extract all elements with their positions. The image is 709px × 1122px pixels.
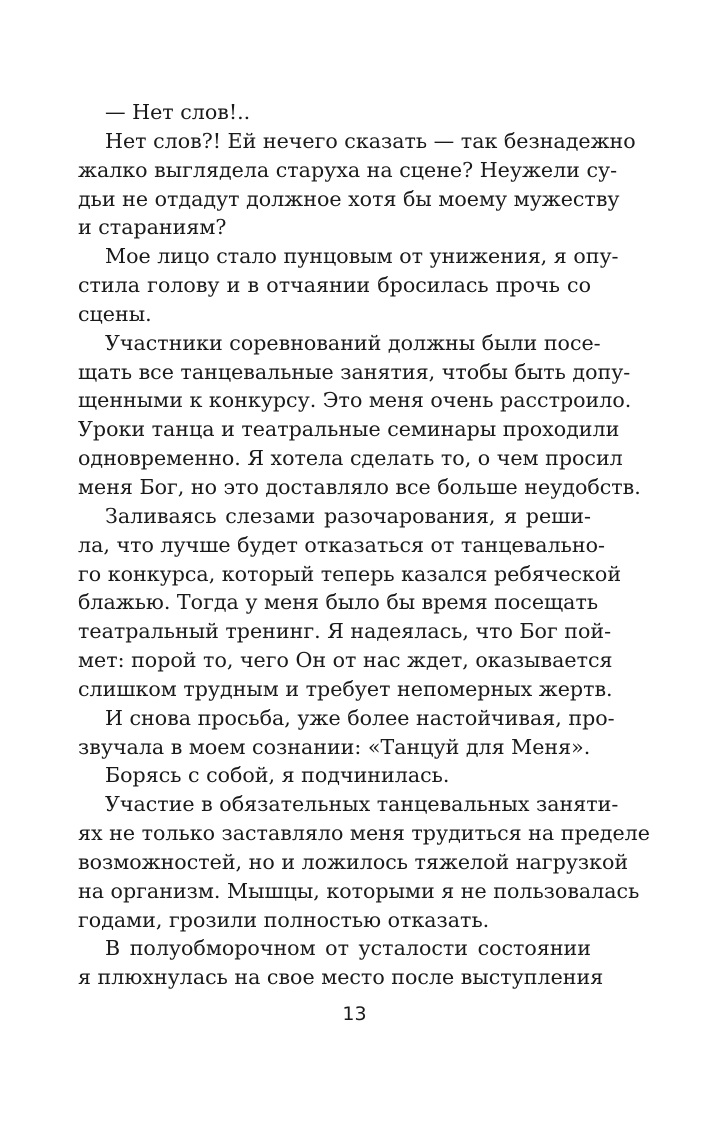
text-line: щать все танцевальные занятия, чтобы быть допу- (78, 359, 631, 384)
text-line: слишком трудным и требует непомерных жертв. (78, 676, 613, 701)
paragraph (78, 790, 650, 934)
paragraph (78, 242, 619, 329)
paragraph (78, 761, 591, 790)
text-line: Участники соревнований должны были посе- (105, 330, 601, 355)
paragraph (78, 704, 615, 762)
text-line: Мое лицо стало пунцовым от унижения, я опу- (105, 244, 619, 269)
text-line: театральный тренинг. Я надеялась, что Бог пой- (78, 619, 612, 644)
text-line: Заливаясь слезами разочарования, я реши- (105, 503, 591, 528)
text-line: звучала в моем сознании: «Танцуй для Меня». (78, 734, 591, 759)
text-line: я плюхнулась на свое место после выступления (78, 965, 604, 990)
text-line: годами, грозили полностью отказать. (78, 907, 490, 932)
text-line: стила голову и в отчаянии бросилась прочь со (78, 273, 591, 298)
text-line: возможностей, но и ложилось тяжелой нагрузкой (78, 849, 629, 874)
text-line: В полуобморочном от усталости состоянии (105, 936, 591, 961)
paragraph (78, 329, 641, 502)
text-line: мет: порой то, чего Он от нас ждет, оказывается (78, 648, 613, 673)
text-line: ла, что лучше будет отказаться от танцевально- (78, 532, 605, 557)
paragraph (78, 502, 622, 704)
text-line: Участие в обязательных танцевальных заняти- (105, 792, 619, 817)
body-text (78, 98, 650, 992)
paragraph (78, 127, 636, 242)
text-line: И снова просьба, уже более настойчивая, про- (105, 705, 615, 730)
paragraph (78, 98, 591, 127)
text-line: — Нет слов!.. (105, 100, 251, 124)
text-line: сцены. (78, 301, 152, 326)
paragraph (78, 934, 604, 992)
page-number: 13 (342, 1003, 367, 1025)
text-line: дьи не отдадут должное хотя бы моему мужеству (78, 186, 620, 211)
text-line: блажью. Тогда у меня было бы время посещать (78, 590, 599, 615)
text-line: го конкурса, который теперь казался ребяческой (78, 561, 622, 586)
text-line: щенными к конкурсу. Это меня очень расстроило. (78, 388, 632, 413)
text-line: ях не только заставляло меня трудиться на пределе (78, 821, 650, 846)
text-line: меня Бог, но это доставляло все больше неудобств. (78, 474, 641, 499)
text-line: Уроки танца и театральные семинары проходили (78, 417, 620, 442)
text-line: Борясь с собой, я подчинилась. (105, 763, 450, 788)
text-line: на организм. Мышцы, которыми я не пользовалась (78, 878, 640, 903)
text-line: и стараниям? (78, 215, 227, 240)
text-line: жалко выглядела старуха на сцене? Неужели су- (78, 157, 618, 182)
text-line: одновременно. Я хотела сделать то, о чем просил (78, 446, 623, 471)
text-line: Нет слов?! Ей нечего сказать — так безнадежно (105, 128, 636, 153)
